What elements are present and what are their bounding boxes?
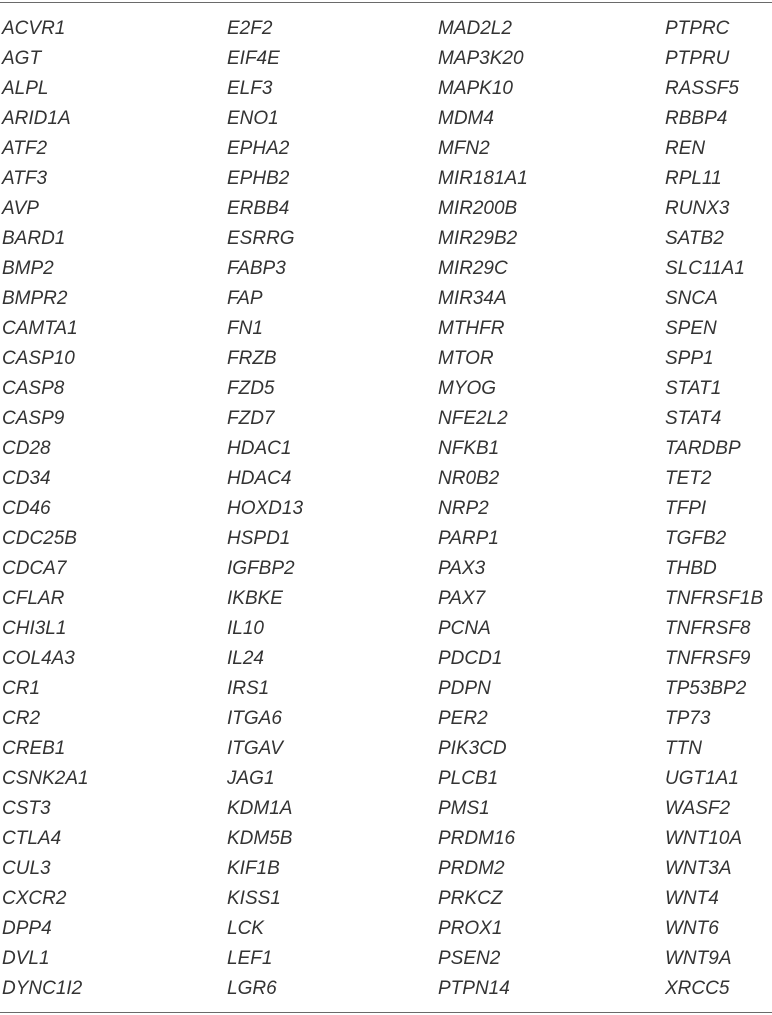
- gene-name: CASP9: [2, 408, 65, 429]
- gene-name: KISS1: [227, 888, 281, 909]
- gene-name: ITGAV: [227, 738, 283, 759]
- gene-name: XRCC5: [665, 978, 730, 999]
- gene-name: TET2: [665, 468, 712, 489]
- gene-name: DYNC1I2: [2, 978, 83, 999]
- gene-name: CASP8: [2, 378, 65, 399]
- gene-name: ATF3: [2, 168, 48, 189]
- gene-name: CAMTA1: [2, 318, 78, 339]
- gene-name: CDCA7: [2, 558, 67, 579]
- gene-name: CST3: [2, 798, 51, 819]
- gene-name: MIR181A1: [438, 168, 528, 189]
- gene-name: RUNX3: [665, 198, 730, 219]
- gene-name: ITGA6: [227, 708, 282, 729]
- gene-name: ATF2: [2, 138, 48, 159]
- gene-name: EPHB2: [227, 168, 290, 189]
- gene-name: E2F2: [227, 18, 273, 39]
- gene-name: CASP10: [2, 348, 75, 369]
- gene-name: DVL1: [2, 948, 50, 969]
- gene-name: REN: [665, 138, 706, 159]
- gene-name: PTPRC: [665, 18, 730, 39]
- gene-name: HOXD13: [227, 498, 304, 519]
- gene-name: FZD7: [227, 408, 275, 429]
- gene-name: MAD2L2: [438, 18, 512, 39]
- gene-name: MIR29B2: [438, 228, 518, 249]
- gene-name: WASF2: [665, 798, 731, 819]
- gene-name: MTHFR: [438, 318, 505, 339]
- gene-name: ARID1A: [2, 108, 71, 129]
- gene-name: PAX3: [438, 558, 486, 579]
- gene-name: WNT3A: [665, 858, 732, 879]
- gene-name: AGT: [2, 48, 42, 69]
- gene-name: KDM5B: [227, 828, 293, 849]
- gene-name: CXCR2: [2, 888, 67, 909]
- gene-name: COL4A3: [2, 648, 75, 669]
- gene-name: RBBP4: [665, 108, 728, 129]
- gene-name: EIF4E: [227, 48, 280, 69]
- gene-name: PAX7: [438, 588, 486, 609]
- gene-name: KIF1B: [227, 858, 280, 879]
- gene-name: PARP1: [438, 528, 499, 549]
- gene-name: PRDM2: [438, 858, 505, 879]
- gene-name: EPHA2: [227, 138, 290, 159]
- gene-column-4: [665, 14, 763, 1004]
- gene-name: CD34: [2, 468, 51, 489]
- gene-name: IGFBP2: [227, 558, 295, 579]
- gene-name: SATB2: [665, 228, 724, 249]
- gene-name: NR0B2: [438, 468, 500, 489]
- gene-name: SPP1: [665, 348, 714, 369]
- gene-name: NFKB1: [438, 438, 500, 459]
- gene-name: TP73: [665, 708, 711, 729]
- gene-name: PLCB1: [438, 768, 499, 789]
- gene-name: PRKCZ: [438, 888, 503, 909]
- gene-name: MIR29C: [438, 258, 508, 279]
- gene-name: FRZB: [227, 348, 277, 369]
- gene-name: CUL3: [2, 858, 51, 879]
- gene-name: UGT1A1: [665, 768, 739, 789]
- gene-name: PER2: [438, 708, 488, 729]
- gene-name: TFPI: [665, 498, 707, 519]
- top-rule: [0, 2, 772, 3]
- gene-name: KDM1A: [227, 798, 293, 819]
- gene-name: LCK: [227, 918, 264, 939]
- gene-name: TGFB2: [665, 528, 727, 549]
- gene-name: RASSF5: [665, 78, 739, 99]
- gene-name: WNT10A: [665, 828, 743, 849]
- gene-name: RPL11: [665, 168, 722, 189]
- gene-name: CR2: [2, 708, 41, 729]
- gene-name: BARD1: [2, 228, 66, 249]
- gene-name: CTLA4: [2, 828, 62, 849]
- gene-name: ALPL: [2, 78, 49, 99]
- gene-name: PSEN2: [438, 948, 501, 969]
- gene-name: TNFRSF1B: [665, 588, 764, 609]
- gene-column-3: [438, 14, 528, 1004]
- gene-name: CR1: [2, 678, 41, 699]
- gene-name: STAT4: [665, 408, 722, 429]
- gene-name: BMPR2: [2, 288, 68, 309]
- gene-column-2: [227, 14, 303, 1004]
- gene-name: WNT6: [665, 918, 719, 939]
- gene-name: CFLAR: [2, 588, 65, 609]
- gene-name: LEF1: [227, 948, 273, 969]
- gene-name: FABP3: [227, 258, 286, 279]
- gene-name: CREB1: [2, 738, 66, 759]
- gene-name: TARDBP: [665, 438, 741, 459]
- gene-name: HDAC1: [227, 438, 292, 459]
- gene-name: MAP3K20: [438, 48, 524, 69]
- gene-name: PRDM16: [438, 828, 516, 849]
- gene-name: ESRRG: [227, 228, 295, 249]
- gene-name: SLC11A1: [665, 258, 745, 279]
- gene-name: MFN2: [438, 138, 490, 159]
- gene-name: IL10: [227, 618, 264, 639]
- gene-name: MDM4: [438, 108, 494, 129]
- gene-name: WNT4: [665, 888, 719, 909]
- gene-name: CD46: [2, 498, 51, 519]
- gene-name: FZD5: [227, 378, 275, 399]
- gene-name: SNCA: [665, 288, 718, 309]
- gene-name: TTN: [665, 738, 702, 759]
- gene-name: FN1: [227, 318, 263, 339]
- gene-name: PMS1: [438, 798, 490, 819]
- gene-name: PROX1: [438, 918, 503, 939]
- gene-name: CSNK2A1: [2, 768, 89, 789]
- gene-name: MIR34A: [438, 288, 507, 309]
- gene-name: CD28: [2, 438, 51, 459]
- gene-name: PCNA: [438, 618, 491, 639]
- gene-name: ELF3: [227, 78, 273, 99]
- gene-name: ENO1: [227, 108, 279, 129]
- gene-name: PIK3CD: [438, 738, 507, 759]
- gene-name: AVP: [2, 198, 39, 219]
- gene-name: ACVR1: [2, 18, 66, 39]
- gene-name: BMP2: [2, 258, 54, 279]
- gene-name: MTOR: [438, 348, 494, 369]
- gene-name: IL24: [227, 648, 264, 669]
- gene-name: IKBKE: [227, 588, 283, 609]
- gene-name: JAG1: [227, 768, 275, 789]
- gene-name: PDPN: [438, 678, 491, 699]
- gene-name: SPEN: [665, 318, 717, 339]
- gene-name: PDCD1: [438, 648, 503, 669]
- gene-name: NRP2: [438, 498, 489, 519]
- gene-name: ERBB4: [227, 198, 290, 219]
- gene-name: WNT9A: [665, 948, 732, 969]
- gene-name: TNFRSF9: [665, 648, 751, 669]
- gene-name: MAPK10: [438, 78, 513, 99]
- gene-name: MIR200B: [438, 198, 518, 219]
- gene-name: CDC25B: [2, 528, 77, 549]
- gene-name: IRS1: [227, 678, 270, 699]
- gene-name: MYOG: [438, 378, 497, 399]
- gene-name: CHI3L1: [2, 618, 67, 639]
- gene-name: NFE2L2: [438, 408, 508, 429]
- gene-name: DPP4: [2, 918, 52, 939]
- gene-name: PTPRU: [665, 48, 730, 69]
- gene-name: TNFRSF8: [665, 618, 751, 639]
- gene-name: HDAC4: [227, 468, 292, 489]
- gene-name: HSPD1: [227, 528, 291, 549]
- gene-name: LGR6: [227, 978, 277, 999]
- gene-column-1: [2, 14, 89, 1004]
- gene-name: PTPN14: [438, 978, 510, 999]
- gene-name: TP53BP2: [665, 678, 747, 699]
- gene-name: FAP: [227, 288, 263, 309]
- gene-name: STAT1: [665, 378, 722, 399]
- gene-name: THBD: [665, 558, 717, 579]
- bottom-rule: [0, 1012, 772, 1013]
